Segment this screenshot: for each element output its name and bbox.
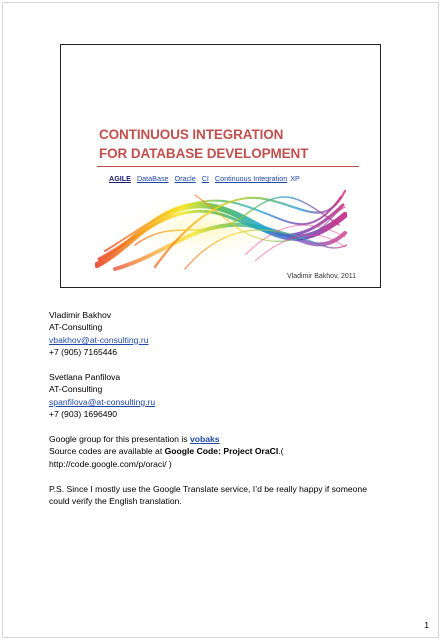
contact2-phone: +7 (903) 1696490 [49, 409, 118, 420]
group-link[interactable]: vobaks [189, 434, 220, 445]
ps-line1: P.S. Since I mostly use the Google Translate service, I’d be really happy if someone [49, 483, 367, 494]
contact1-email-link[interactable]: vbakhov@at-consulting.ru [49, 334, 149, 345]
tag-list [109, 174, 304, 183]
source-prefix: Source codes are available at [49, 446, 165, 457]
tag-agile[interactable]: AGILE [109, 174, 131, 183]
source-suffix: .( [278, 446, 284, 457]
speaker-notes [49, 309, 399, 507]
page-number: 1 [424, 620, 429, 630]
group-prefix: Google group for this presentation is [49, 434, 190, 445]
rainbow-swirl-image [95, 185, 347, 271]
group-line [49, 433, 399, 445]
tag-xp[interactable]: XP [290, 174, 300, 183]
source-url: http://code.google.com/p/oraci/ ) [49, 458, 172, 469]
tag-oracle[interactable]: Oracle [174, 174, 196, 183]
source-line [49, 445, 399, 457]
tag-continuous-integration[interactable]: Continuous Integration [214, 174, 288, 183]
title-divider [97, 166, 359, 167]
tag-ci[interactable]: CI [201, 174, 209, 183]
contact1-name: Vladimir Bakhov [49, 310, 112, 320]
contact1-company: AT-Consulting [49, 322, 103, 333]
contact2-name: Svetlana Panfilova [49, 372, 121, 383]
tag-database[interactable]: DataBase [136, 174, 169, 183]
slide-title-line1: CONTINUOUS INTEGRATION [99, 127, 284, 142]
slide-title [99, 125, 308, 163]
ps-line2: could verify the English translation. [49, 496, 182, 507]
slide-thumbnail [60, 44, 381, 288]
contact1-phone: +7 (905) 7165446 [49, 347, 118, 358]
contact2-company: AT-Consulting [49, 384, 103, 395]
source-project: Google Code: Project OraCI [164, 446, 279, 457]
slide-title-line2: FOR DATABASE DEVELOPMENT [99, 146, 309, 161]
contact2-email-link[interactable]: spanfilova@at-consulting.ru [49, 396, 156, 407]
slide-author-date: Vladimir Bakhov, 2011 [287, 273, 356, 280]
